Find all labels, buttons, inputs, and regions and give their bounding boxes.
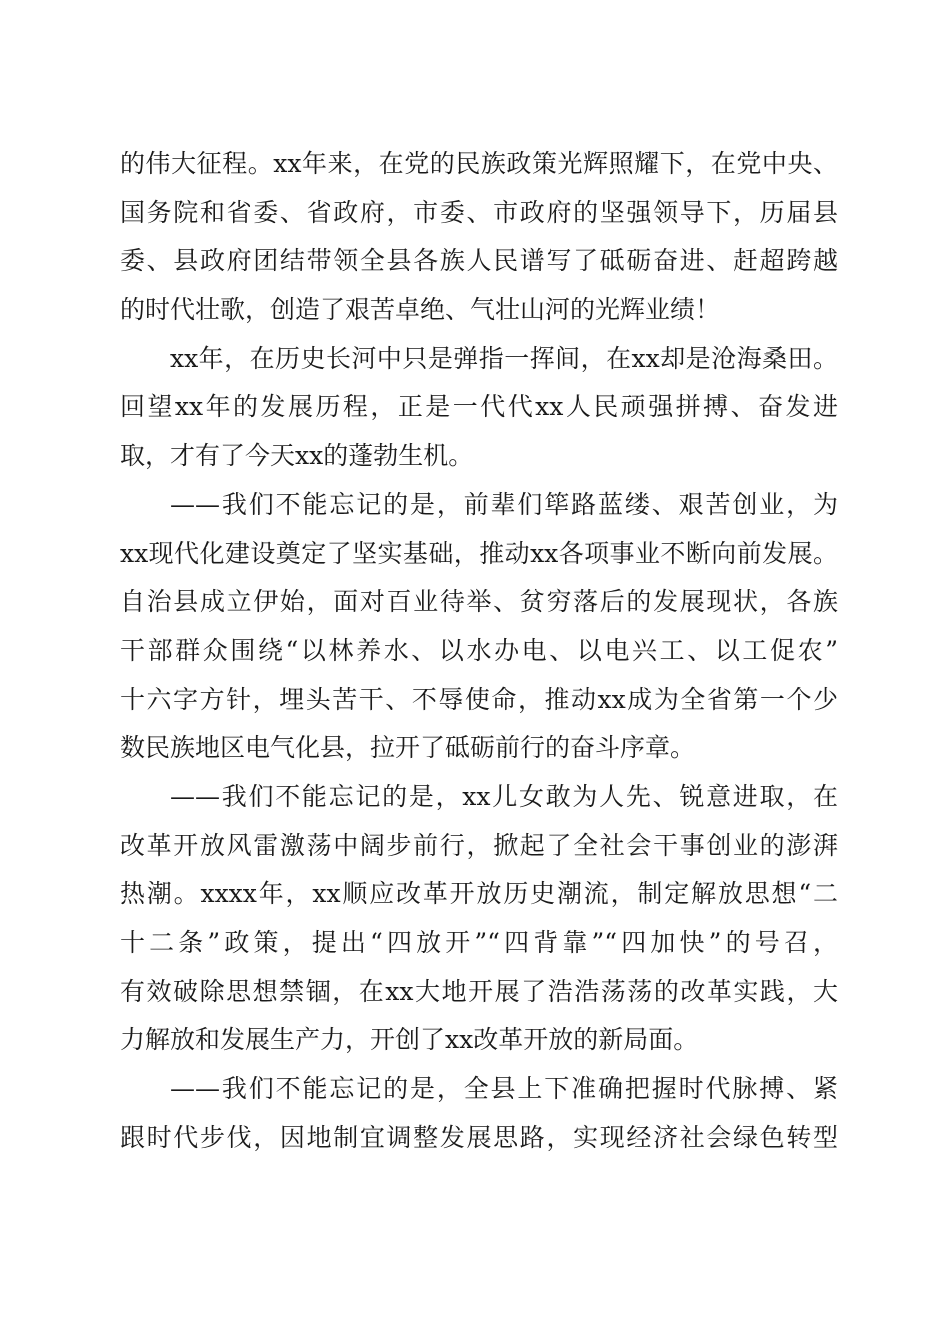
text-line: 十二条”政策，提出“四放开”“四背靠”“四加快”的号召， [120, 928, 838, 957]
text-line: 干部群众围绕“以林养水、以水办电、以电兴工、以工促农” [120, 635, 838, 665]
text-line: ——我们不能忘记的是，全县上下准确把握时代脉搏、紧 [170, 1074, 838, 1104]
text-line: 自治县成立伊始，面对百业待举、贫穷落后的发展现状，各族 [120, 587, 838, 617]
text-line: 数民族地区电气化县，拉开了砥砺前行的奋斗序章。 [120, 733, 696, 763]
text-line: xx现代化建设奠定了坚实基础，推动xx各项事业不断向前发展。 [120, 538, 838, 568]
text-line: ——我们不能忘记的是，前辈们筚路蓝缕、艰苦创业，为 [170, 489, 838, 519]
text-line: 有效破除思想禁锢，在xx大地开展了浩浩荡荡的改革实践，大 [120, 976, 838, 1006]
text-line: 取，才有了今天xx的蓬勃生机。 [120, 441, 474, 471]
text-line: 热潮。xxxx年，xx顺应改革开放历史潮流，制定解放思想“二 [120, 879, 838, 909]
text-line: 改革开放风雷激荡中阔步前行，掀起了全社会干事创业的澎湃 [120, 830, 838, 860]
text-line: 十六字方针，埋头苦干、不辱使命，推动xx成为全省第一个少 [120, 684, 838, 714]
body-text [120, 140, 838, 1162]
text-line: 回望xx年的发展历程，正是一代代xx人民顽强拼搏、奋发进 [120, 392, 838, 422]
text-line: 跟时代步伐，因地制宜调整发展思路，实现经济社会绿色转型 [120, 1122, 838, 1152]
text-line: 国务院和省委、省政府，市委、市政府的坚强领导下，历届县 [120, 197, 838, 227]
text-line: ——我们不能忘记的是，xx儿女敢为人先、锐意进取，在 [170, 781, 838, 811]
text-line: 力解放和发展生产力，开创了xx改革开放的新局面。 [120, 1025, 699, 1055]
text-line: 委、县政府团结带领全县各族人民谱写了砥砺奋进、赶超跨越 [120, 246, 838, 276]
text-line: 的时代壮歌，创造了艰苦卓绝、气壮山河的光辉业绩！ [120, 295, 721, 325]
text-line: xx年，在历史长河中只是弹指一挥间，在xx却是沧海桑田。 [170, 343, 838, 373]
text-line: 的伟大征程。xx年来，在党的民族政策光辉照耀下，在党中央、 [120, 149, 838, 178]
